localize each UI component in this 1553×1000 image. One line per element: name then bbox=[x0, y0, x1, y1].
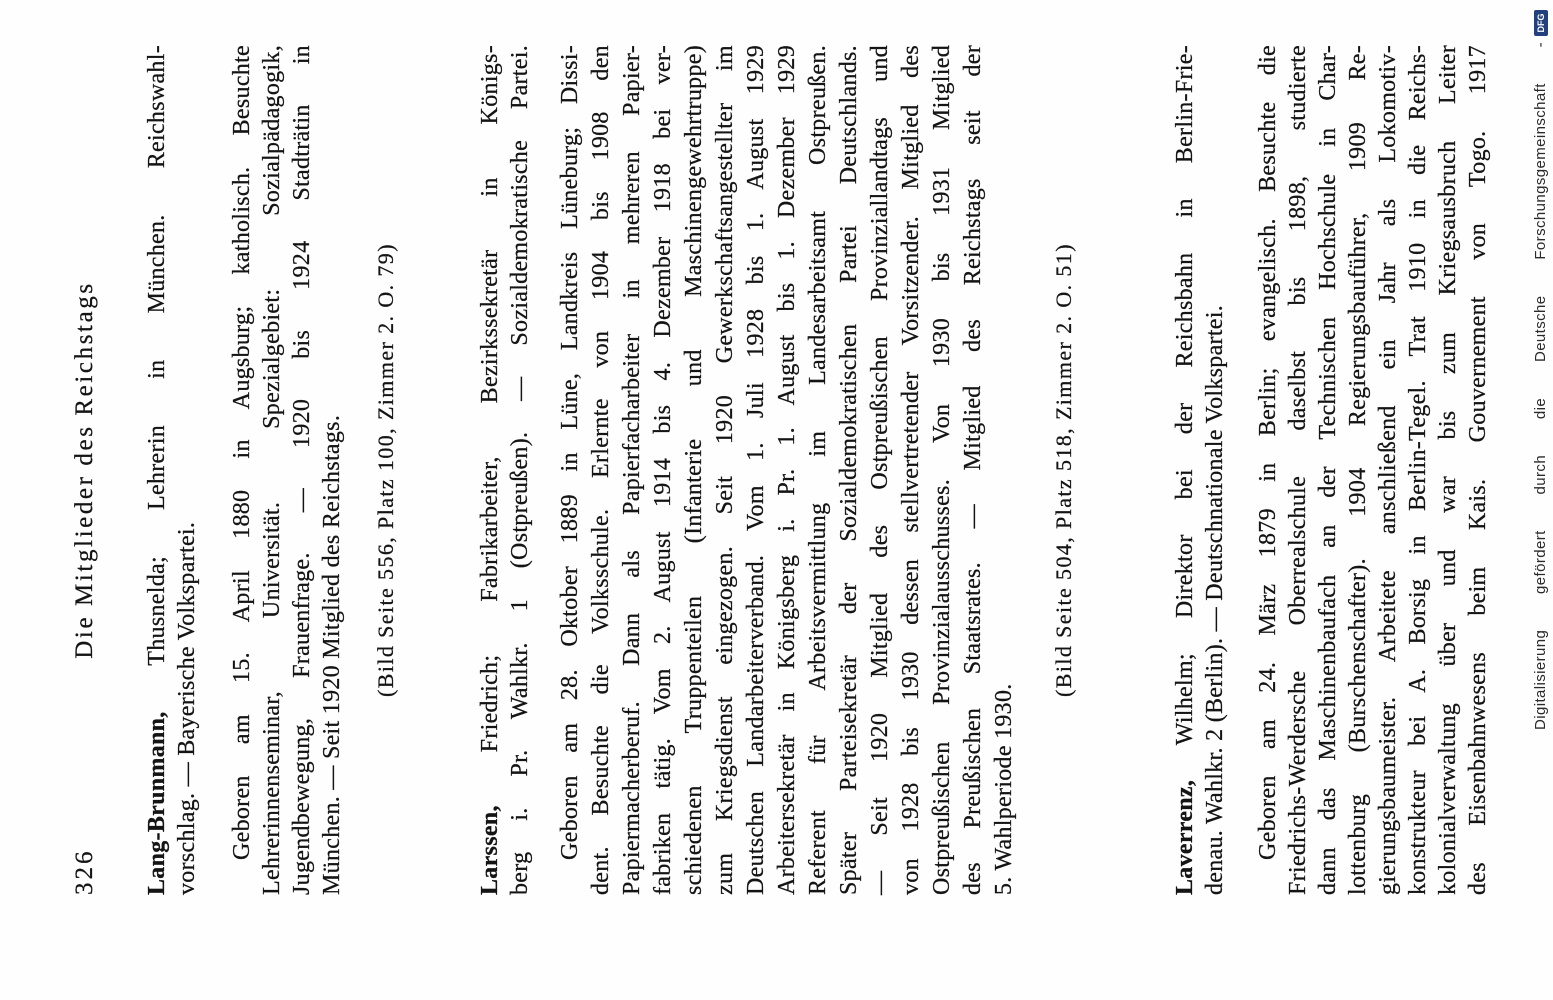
member-name: Larssen, bbox=[477, 805, 503, 895]
text-line: Geboren am 28. Oktober 1889 in Lüne, Landkreis Lüneburg; Dissi- bbox=[557, 45, 583, 860]
text-line: vorschlag. — Bayerische Volkspartei. bbox=[174, 521, 200, 895]
photo-reference: (Bild Seite 504, Platz 518, Zimmer 2. O. 51) bbox=[1051, 243, 1076, 697]
text-line: Jugendbewegung, Frauenfrage. — 1920 bis 1924 Stadträtin in bbox=[289, 45, 315, 895]
text-line: Lehrerinnenseminar, Universität. Spezialgebiet: Sozialpädagogik, bbox=[259, 45, 285, 895]
text-line: des Preußischen Staatsrates. — Mitglied des Reichstags seit der bbox=[960, 45, 986, 895]
text-line: Geboren am 15. April 1880 in Augsburg; katholisch. Besuchte bbox=[229, 45, 255, 860]
entry-heading-line bbox=[475, 45, 505, 895]
member-entry bbox=[142, 0, 401, 1000]
photo-reference: (Bild Seite 556, Platz 100, Zimmer 2. O. 79) bbox=[373, 243, 398, 697]
text-line: gierungsbaumeister. Arbeitete anschließend ein Jahr als Lokomotiv- bbox=[1375, 45, 1401, 895]
text-line: schiedenen Truppenteilen (Infanterie und Maschinengewehrtruppe) bbox=[681, 45, 707, 895]
text-line: Friedrichs-Werdersche Oberrealschule daselbst bis 1898, studierte bbox=[1285, 45, 1311, 895]
member-heading-text: Thusnelda; Lehrerin in München. Reichswahl- bbox=[144, 45, 170, 666]
member-name: Lang-Brunmann, bbox=[144, 711, 170, 895]
member-heading-text: Wilhelm; Direktor bei der Reichsbahn in Berlin-Frie- bbox=[1172, 44, 1198, 746]
entry-heading-line bbox=[142, 45, 172, 895]
digitization-note: Digitalisierung gefördert durch die Deutsche Forschungsgemeinschaft - bbox=[1532, 42, 1549, 730]
text-line: dann das Maschinenbaufach an der Technischen Hochschule in Char- bbox=[1315, 45, 1341, 895]
text-line: dent. Besuchte die Volksschule. Erlernte von 1904 bis 1908 den bbox=[588, 45, 614, 895]
dfg-logo: DFG bbox=[1534, 10, 1548, 36]
text-line: Geboren am 24. März 1879 in Berlin; evangelisch. Besuchte die bbox=[1255, 45, 1281, 860]
text-line: zum Kriegsdienst eingezogen. Seit 1920 Gewerkschaftsangestellter im bbox=[712, 45, 738, 895]
text-line: Ostpreußischen Provinzialausschusses. Von 1930 bis 1931 Mitglied bbox=[929, 45, 955, 895]
running-title: Die Mitglieder des Reichstags bbox=[71, 281, 98, 659]
text-line: Arbeitersekretär in Königsberg i. Pr. 1. August bis 1. Dezember 1929 bbox=[774, 45, 800, 895]
member-name: Laverrenz, bbox=[1172, 779, 1198, 895]
text-line: Papiermacherberuf. Dann als Papierfacharbeiter in mehreren Papier- bbox=[619, 45, 645, 895]
member-entry bbox=[475, 0, 1079, 1000]
text-line: von 1928 bis 1930 dessen stellvertretender Vorsitzender. Mitglied des bbox=[898, 45, 924, 895]
entry-heading-line bbox=[1170, 45, 1200, 895]
text-line: kolonialverwaltung über und war bis zum Kriegsausbruch Leiter bbox=[1435, 45, 1461, 895]
member-heading-text: Friedrich; Fabrikarbeiter, Bezirkssekretär in Königs- bbox=[477, 45, 503, 753]
text-line: lottenburg (Burschenschafter). 1904 Regierungsbauführer, 1909 Re- bbox=[1345, 45, 1371, 895]
page-number: 326 bbox=[71, 848, 98, 895]
text-line: Referent für Arbeitsvermittlung im Landesarbeitsamt Ostpreußen. bbox=[805, 45, 831, 895]
text-line: berg i. Pr. Wahlkr. 1 (Ostpreußen). — Sozialdemokratische Partei. bbox=[507, 45, 533, 895]
text-line: denau. Wahlkr. 2 (Berlin). — Deutschnationale Volkspartei. bbox=[1202, 304, 1228, 895]
text-line: konstrukteur bei A. Borsig in Berlin-Tegel. Trat 1910 in die Reichs- bbox=[1405, 45, 1431, 895]
text-line: 5. Wahlperiode 1930. bbox=[991, 683, 1017, 895]
text-line: Später Parteisekretär der Sozialdemokratischen Partei Deutschlands. bbox=[836, 45, 862, 895]
text-line: — Seit 1920 Mitglied des Ostpreußischen Provinziallandtags und bbox=[867, 45, 893, 895]
text-line: fabriken tätig. Vom 2. August 1914 bis 4. Dezember 1918 bei ver- bbox=[650, 45, 676, 895]
text-line: Deutschen Landarbeiterverband. Vom 1. Juli 1928 bis 1. August 1929 bbox=[743, 45, 769, 895]
text-line: München. — Seit 1920 Mitglied des Reichstags. bbox=[319, 414, 345, 895]
text-line: des Eisenbahnwesens beim Kais. Gouvernement von Togo. 1917 bbox=[1465, 45, 1491, 895]
member-entry bbox=[1170, 0, 1493, 1000]
